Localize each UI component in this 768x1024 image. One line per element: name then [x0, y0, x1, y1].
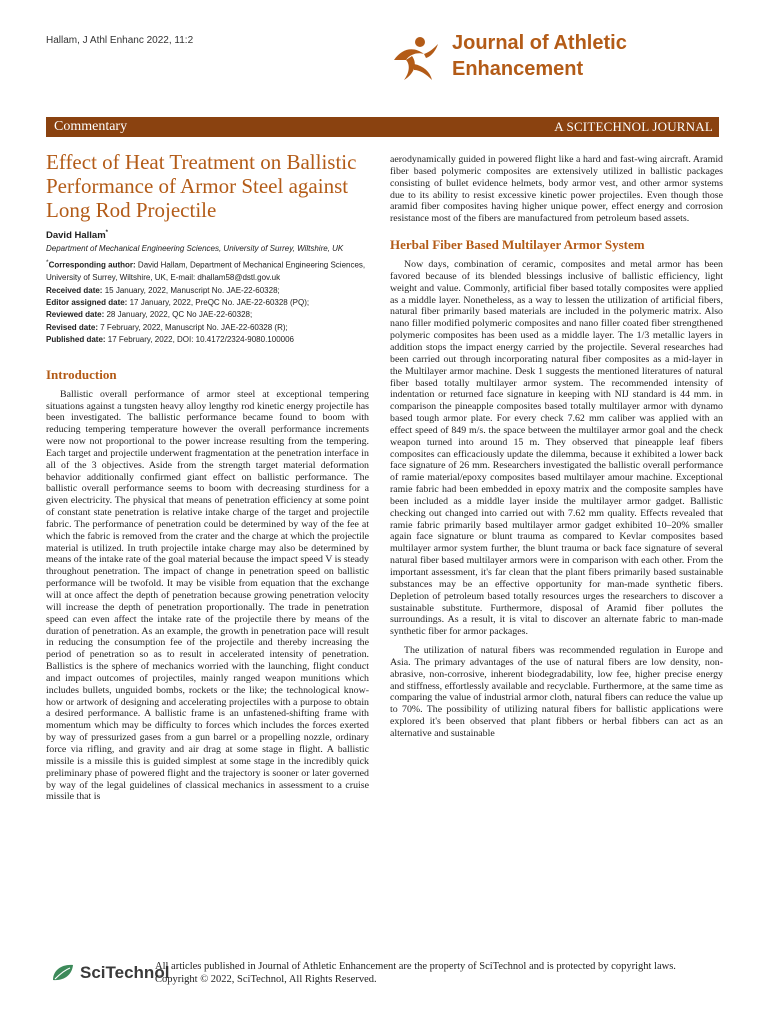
reviewed-date: Reviewed date: 28 January, 2022, QC No JAE-22-60328;: [46, 310, 253, 320]
article-citation: Hallam, J Athl Enhanc 2022, 11:2: [46, 35, 194, 46]
page-footer: [0, 958, 768, 998]
right-column: [390, 154, 723, 740]
herbal-fiber-heading: Herbal Fiber Based Multilayer Armor System: [390, 237, 645, 253]
journal-name-line1: Journal of Athletic: [452, 32, 627, 54]
introduction-paragraph: Ballistic overall performance of armor steel at exceptional tempering situations against a tungsten heavy alloy lengthy rod kinetic energy projectile has been investigated. The ballistic performance became found to boom with reducing tempering temperature however the overall performance increments were now not proportional to the power increase resulting from the tempering. Each target and projectile underwent fragmentation at the penetration interface in all of the 3 objectives. Aside from the strength target material deformation behavior additionally confirmed giant effect on ballistic performance. The ballistic overall performance seems to boom with decreasing sturdiness for a given electricity. The physical that means of penetration efficiency at some point of constant state penetration is relative intake charge of the target and projectile fabric. The performance of penetration could be determined by way of the fee at which the fabric is removed from the crater and the charge at which the projectile material is utilized. In truth projectile intake charge may also be determined by means of the intake rate of the goal material because the impact speed V is steady throughout penetration. The impact of change in penetration speed on ballistic performance will be twofold. It may be visible from equation that the exchange will at once affect the depth of penetration because growing penetration velocity will increase the depth of penetration proportionally. The trade in penetration speed can even affect the intake rate of the projectile there by means of the duration of penetration. As an example, the growth in penetration pace will result in reducing the consumption fee of the projectile and thereby increasing the period of penetration so as to result in accelerated intensity of penetration. Ballistics is the sphere of mechanics worried with the launching, flight conduct and impact outcomes of projectiles, mainly ranged weapon munitions which includes bullets, unguided bombs, rockets or the like; the technological know-how or artwork of designing and accelerating projectiles with a purpose to obtain a desired performance. A ballistic frame is an unfastened-shifting frame with momentum which may be difficulty to forces which includes the forces exerted by way of pressurized gases from a gun barrel or a propelling nozzle, ordinary force via rifling, and gravity and air drag at some stage in flight. A ballistic missile is a missile this is guided simplest at some stage in the incredibly quick preliminary phase of powered flight and the trajectory is sooner or later governed by way of the legal guidelines of classical mechanics in assessment to a cruise missile that is: [46, 388, 369, 803]
corresponding-author: *Corresponding author: David Hallam, Department of Mechanical Engineering Sciences, University of Surrey, Wiltshire, UK, E-mail: dhallam58@dstl.gov.uk: [46, 259, 366, 283]
author-affiliation: Department of Mechanical Engineering Sciences, University of Surrey, Wiltshire, UK: [46, 244, 344, 254]
left-column: [46, 150, 369, 803]
published-date: Published date: 17 February, 2022, DOI: 10.4172/2324-9080.100006: [46, 335, 294, 345]
journal-header: [384, 30, 627, 90]
continued-paragraph: aerodynamically guided in powered flight like a hard and fast-wing aircraft. Aramid fiber based polymeric composites are extensively utilized in ballistic packages consisting of bullet evidence helmets, body armor vest, and other armor systems due to its ability to resist excessive kinetic power projectiles. Even though those aramid fiber composites having higher unique power, effect energy and corrosion resistance most of the fibers are manufactured from petroleum based assets.: [390, 154, 723, 225]
scitechnol-leaf-icon: [50, 962, 76, 984]
author-name: David Hallam*: [46, 230, 109, 242]
copyright-notice: All articles published in Journal of Athletic Enhancement are the property of SciTechnol and is protected by copyright laws. Copyright © 2022, SciTechnol, All Rights Reserved.: [155, 961, 676, 985]
scitechnol-logo-text: SciTechnol: [80, 963, 170, 982]
article-title: Effect of Heat Treatment on Ballistic Performance of Armor Steel against Long Rod Projectile: [46, 150, 357, 222]
scitechnol-logo: [50, 962, 169, 984]
publisher-tag: A SCITECHNOL JOURNAL: [554, 119, 713, 134]
runner-logo-icon: [384, 30, 444, 90]
received-date: Received date: 15 January, 2022, Manuscript No. JAE-22-60328;: [46, 285, 280, 295]
herbal-paragraph-1: Now days, combination of ceramic, composites and metal armor has been favored because of its blended blessings inclusive of ballistic efficiency, light weight and value. Commonly, artificial fiber based totally composites were applied as a middle layer. Nonetheless, as a way to lessen the utilization of artificial fibers, natural fiber primarily based materials are included in the polymeric matrix. Also nano filler modified polymeric composites and nano filler coated fiber strengthened polymeric composites has been used as a middle layer. The 1/3 metallic layers in addition stops the impact energy carried by the projectile. Several researches had been carried out through incorporating natural fiber composites as a mid-layer in the Multilayer armor machine. Desk 1 suggests the mentioned literatures of natural fiber based totally multilayer armor system. The recommended intensity of indentation or returned face signature in keeping with NIJ standard is 44 mm. in comparison the pineapple composites based totally multilayer armor with dynamo based tough armor plate. For every check 7.62 mm caliber was applied with an effect speed of 849 m/s. the space between the multilayer armor goal and the check weapon turned into around 15 m. They observed that pineapple leaf fibers composites can efficaciously update the dilemma, because it exhibited a lower back face signature of 26 mm. Researchers investigated the ballistic overall performance of ramie material/epoxy composites based multilayer amour machine. Exceptional ramie fabric had been embedded in epoxy matrix and the composite samples have been included as a middle layer inside the multilayer armor gadget. Ballistic checking out changed into carried out with 7.62 mm quality. Effects revealed that ramie fabric primarily based multilayer armor gadget exhibited 10–20% smaller again face signature or blunt trauma as compared to Kevlar composites based multilayer armor system further, the blunt trauma or back face signature of several natural fiber based multilayer armors were in comparison with each other. From the important assessment, it's far clean that the plant fibers primarily based sustainable substances may be an effective opportunity for man-made synthetic fibers. Depletion of petroleum based totally resources urges the researchers to discover a sustainable substitute. Furthermore, disposal of Aramid fiber pollutes the surroundings. As a result, it is vital to discover an alternate fabric to man-made synthetic fiber for armor packages.: [390, 259, 723, 638]
revised-date: Revised date: 7 February, 2022, Manuscript No. JAE-22-60328 (R);: [46, 322, 288, 332]
editor-assigned-date: Editor assigned date: 17 January, 2022, PreQC No. JAE-22-60328 (PQ);: [46, 298, 310, 308]
article-meta: [46, 257, 369, 347]
article-type-banner: [46, 117, 719, 137]
article-type: Commentary: [54, 119, 128, 134]
introduction-heading: Introduction: [46, 366, 117, 382]
journal-name-line2: Enhancement: [452, 58, 584, 80]
herbal-paragraph-2: The utilization of natural fibers was recommended regulation in Europe and Asia. The primary advantages of the use of natural fibers are low density, non-abrasive, non-corrosive, inherent biodegradability, low fee, higher precise energy and stiffness, effortlessly available and recyclable. Furthermore, at the same time as comparing the value of industrial armor cloth, natural fibers can reduce the value up to 70%. The possibility of utilizing natural fibers for ballistic applications were explored it's been observed that plant fibbers or herbal fibbers can act as an alternative and sustainable: [390, 645, 723, 739]
